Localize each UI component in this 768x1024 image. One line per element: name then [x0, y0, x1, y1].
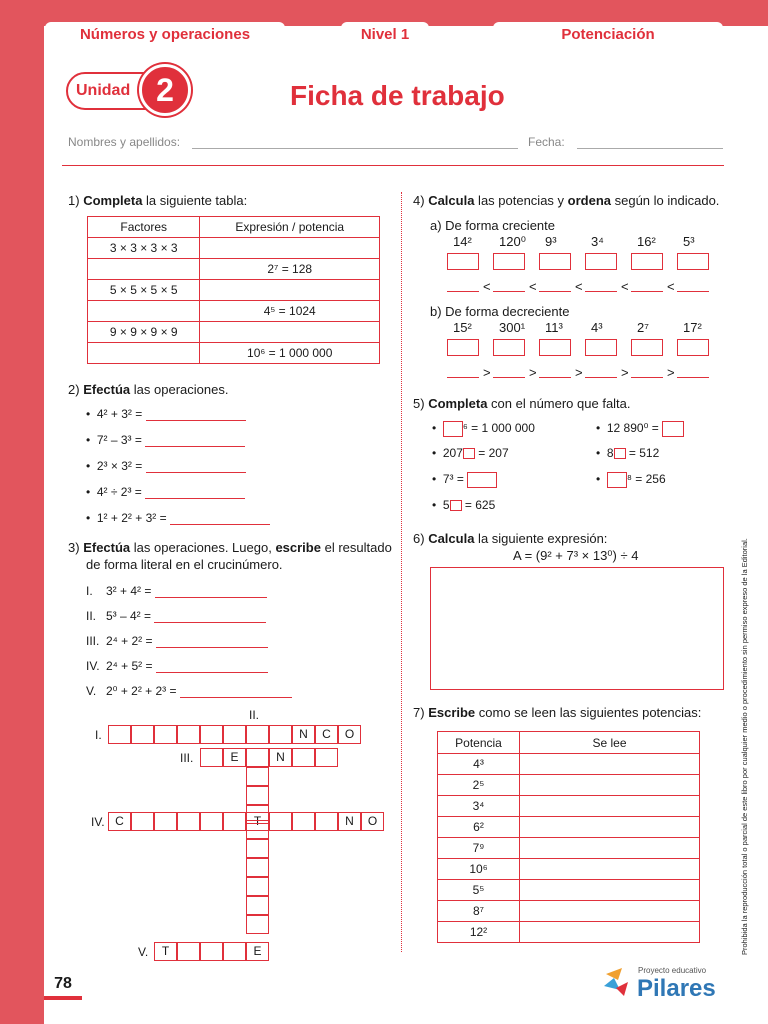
- q4a-power: 5³: [683, 234, 695, 249]
- q4a-result-box[interactable]: [539, 253, 571, 270]
- q1-header: Expresión / potencia: [200, 217, 380, 238]
- q4b-label: b) De forma decreciente: [430, 304, 570, 319]
- crossword-cell[interactable]: [223, 812, 246, 831]
- q7-power: 10⁶: [438, 859, 520, 880]
- crossword-cell[interactable]: [131, 812, 154, 831]
- q4b-order-symbol: >: [667, 365, 675, 380]
- cw-label-III: III.: [180, 751, 194, 765]
- q7-answer-cell[interactable]: [520, 838, 700, 859]
- crossword-cell[interactable]: [246, 748, 269, 767]
- q7-power: 8⁷: [438, 901, 520, 922]
- q4b-order-blank[interactable]: [585, 377, 617, 378]
- q4a-result-box[interactable]: [585, 253, 617, 270]
- cw-label-II: II.: [249, 708, 260, 722]
- crossword-cell[interactable]: N: [292, 725, 315, 744]
- crossword-cell[interactable]: [200, 725, 223, 744]
- q4b-result-box[interactable]: [585, 339, 617, 356]
- crossword-cell[interactable]: [246, 767, 269, 786]
- q3-item: III. 2⁴ + 2² =: [86, 634, 268, 648]
- q4a-order-blank[interactable]: [677, 291, 709, 292]
- q7-answer-cell[interactable]: [520, 817, 700, 838]
- q4b-result-box[interactable]: [677, 339, 709, 356]
- q4a-label: a) De forma creciente: [430, 218, 555, 233]
- q2-item: • 7² – 3³ =: [86, 433, 245, 447]
- q4b-result-box[interactable]: [493, 339, 525, 356]
- q2-item: • 4² + 3² =: [86, 407, 246, 421]
- crossword-cell[interactable]: [246, 820, 269, 839]
- column-divider: [401, 192, 402, 952]
- crossword-cell[interactable]: [177, 812, 200, 831]
- q4a-power: 16²: [637, 234, 656, 249]
- q1-heading: 1) Completa la siguiente tabla:: [68, 193, 248, 208]
- q7-power: 2⁵: [438, 775, 520, 796]
- table-cell: 4⁵ = 1024: [200, 301, 380, 322]
- q3-heading: 3) Efectúa las operaciones. Luego, escribe el resultado: [68, 540, 392, 555]
- q4a-result-box[interactable]: [493, 253, 525, 270]
- crossword-cell[interactable]: [200, 812, 223, 831]
- answer-cell[interactable]: [200, 322, 380, 343]
- q4b-power: 300¹: [499, 320, 526, 335]
- q4b-order-symbol: >: [575, 365, 583, 380]
- tab-nivel: Nivel 1: [341, 22, 429, 46]
- q5-item: • 207 = 207: [432, 446, 509, 460]
- q4a-order-blank[interactable]: [585, 291, 617, 292]
- q3-heading-line2: de forma literal en el crucinúmero.: [86, 557, 283, 572]
- q4a-order-symbol: <: [575, 279, 583, 294]
- q6-answer-box[interactable]: [430, 567, 724, 690]
- q4b-order-symbol: >: [483, 365, 491, 380]
- q4b-result-box[interactable]: [447, 339, 479, 356]
- crossword-cell[interactable]: [154, 812, 177, 831]
- crossword-cell[interactable]: [315, 812, 338, 831]
- q2-item: • 2³ × 3² =: [86, 459, 246, 473]
- q5-item: • 7³ =: [432, 472, 497, 488]
- crossword-cell[interactable]: [200, 748, 223, 767]
- table-cell: 9 × 9 × 9 × 9: [88, 322, 200, 343]
- cw-label-V: V.: [138, 945, 149, 959]
- cw-label-IV: IV.: [91, 815, 105, 829]
- q2-heading: 2) Efectúa las operaciones.: [68, 382, 229, 397]
- q7-power: 12²: [438, 922, 520, 943]
- crossword-cell[interactable]: [315, 748, 338, 767]
- crossword-cell[interactable]: O: [338, 725, 361, 744]
- q3-item: I. 3² + 4² =: [86, 584, 267, 598]
- crossword-cell[interactable]: [177, 942, 200, 961]
- q5-heading: 5) Completa con el número que falta.: [413, 396, 631, 411]
- crossword-cell[interactable]: C: [108, 812, 131, 831]
- crossword-cell[interactable]: [246, 858, 269, 877]
- crossword-cell[interactable]: E: [223, 748, 246, 767]
- q4b-power: 17²: [683, 320, 702, 335]
- q7-table: [437, 731, 700, 943]
- q2-item: • 1² + 2² + 3² =: [86, 511, 270, 525]
- q4b-order-symbol: >: [621, 365, 629, 380]
- q7-power: 5⁵: [438, 880, 520, 901]
- q4b-order-symbol: >: [529, 365, 537, 380]
- q6-expression: A = (9² + 7³ × 13⁰) ÷ 4: [513, 548, 639, 563]
- q7-answer-cell[interactable]: [520, 754, 700, 775]
- q7-answer-cell[interactable]: [520, 901, 700, 922]
- q4b-power: 2⁷: [637, 320, 649, 335]
- q4a-order-symbol: <: [667, 279, 675, 294]
- crossword-cell[interactable]: N: [269, 748, 292, 767]
- q3-item: IV. 2⁴ + 5² =: [86, 659, 268, 673]
- crossword-cell[interactable]: E: [246, 942, 269, 961]
- q4b-result-box[interactable]: [631, 339, 663, 356]
- brand-small: Proyecto educativo: [638, 966, 707, 975]
- crossword-cell[interactable]: [246, 786, 269, 805]
- tab-potenciacion: Potenciación: [493, 22, 723, 46]
- q4b-order-blank[interactable]: [631, 377, 663, 378]
- cw-label-I: I.: [95, 728, 102, 742]
- answer-cell[interactable]: [200, 280, 380, 301]
- q5-item: • 8 = 512: [596, 446, 660, 460]
- crossword-cell[interactable]: T: [154, 942, 177, 961]
- q7-header: Se lee: [520, 732, 700, 754]
- q4a-power: 9³: [545, 234, 557, 249]
- q4b-result-box[interactable]: [539, 339, 571, 356]
- table-cell: 5 × 5 × 5 × 5: [88, 280, 200, 301]
- tab-numeros: Números y operaciones: [45, 22, 285, 46]
- crossword-cell[interactable]: [177, 725, 200, 744]
- q7-power: 3⁴: [438, 796, 520, 817]
- crossword-cell[interactable]: [246, 915, 269, 934]
- crossword-cell[interactable]: C: [315, 725, 338, 744]
- crossword-cell[interactable]: [269, 725, 292, 744]
- unit-number: 2: [139, 64, 191, 116]
- q7-header: Potencia: [438, 732, 520, 754]
- q4a-result-box[interactable]: [447, 253, 479, 270]
- crossword-cell[interactable]: [223, 942, 246, 961]
- q4b-power: 11³: [545, 320, 563, 335]
- unit-label: Unidad: [66, 72, 178, 110]
- q4b-order-blank[interactable]: [447, 377, 479, 378]
- q4a-power: 3⁴: [591, 234, 604, 249]
- pilares-logo-icon: [602, 966, 632, 998]
- q1-table: [87, 216, 380, 364]
- brand: Pilares: [637, 975, 716, 1002]
- table-cell: 10⁶ = 1 000 000: [200, 343, 380, 364]
- crossword-cell[interactable]: [246, 725, 269, 744]
- q4a-order-symbol: <: [529, 279, 537, 294]
- q6-heading: 6) Calcula la siguiente expresión:: [413, 531, 608, 546]
- q7-power: 7⁹: [438, 838, 520, 859]
- q7-answer-cell[interactable]: [520, 775, 700, 796]
- q5-item: • ⁶ = 1 000 000: [432, 421, 535, 436]
- crossword-cell[interactable]: [223, 725, 246, 744]
- q5-item: • 12 890⁰ =: [596, 421, 684, 437]
- q4-heading: 4) Calcula las potencias y ordena según lo indicado.: [413, 193, 720, 208]
- q4a-order-blank[interactable]: [631, 291, 663, 292]
- q4b-order-blank[interactable]: [539, 377, 571, 378]
- crossword-cell[interactable]: [292, 812, 315, 831]
- q4a-order-blank[interactable]: [539, 291, 571, 292]
- q5-item: • ⁸ = 256: [596, 472, 666, 487]
- q4a-order-blank[interactable]: [493, 291, 525, 292]
- name-label: Nombres y apellidos:: [68, 135, 181, 149]
- q7-answer-cell[interactable]: [520, 859, 700, 880]
- page-number: 78: [54, 975, 72, 992]
- answer-cell[interactable]: [88, 259, 200, 280]
- crossword-cell[interactable]: [108, 725, 131, 744]
- q7-power: 4³: [438, 754, 520, 775]
- table-cell: 2⁷ = 128: [200, 259, 380, 280]
- crossword-cell[interactable]: [246, 896, 269, 915]
- crossword-cell[interactable]: [269, 812, 292, 831]
- q4a-power: 14²: [453, 234, 472, 249]
- crossword-cell[interactable]: [154, 725, 177, 744]
- side-band: [0, 0, 44, 1024]
- crossword-cell[interactable]: [246, 877, 269, 896]
- page-title: Ficha de trabajo: [290, 80, 505, 111]
- q3-item: V. 2⁰ + 2² + 2³ =: [86, 684, 292, 698]
- crossword-cell[interactable]: [200, 942, 223, 961]
- q7-power: 6²: [438, 817, 520, 838]
- q7-answer-cell[interactable]: [520, 922, 700, 943]
- answer-cell[interactable]: [88, 301, 200, 322]
- name-line[interactable]: [192, 148, 518, 149]
- crossword-cell[interactable]: T: [246, 812, 269, 831]
- q4a-power: 120⁰: [499, 234, 526, 249]
- q3-item: II. 5³ – 4² =: [86, 609, 266, 623]
- q4b-power: 15²: [453, 320, 472, 335]
- q5-item: • 5 = 625: [432, 498, 496, 512]
- q2-item: • 4² ÷ 2³ =: [86, 485, 245, 499]
- copyright-notice: Prohibida la reproducción total o parcial de este libro por cualquier medio o procedimiento sin permiso expreso de la Editorial.: [740, 538, 749, 955]
- q4a-result-box[interactable]: [677, 253, 709, 270]
- answer-cell[interactable]: [88, 343, 200, 364]
- crossword-cell[interactable]: [131, 725, 154, 744]
- q4a-result-box[interactable]: [631, 253, 663, 270]
- crossword-cell[interactable]: [246, 839, 269, 858]
- crossword-cell[interactable]: [292, 748, 315, 767]
- header-divider: [62, 165, 724, 166]
- page-number-bar: [44, 996, 82, 1000]
- q1-header: Factores: [88, 217, 200, 238]
- q4b-order-blank[interactable]: [493, 377, 525, 378]
- date-label: Fecha:: [528, 135, 565, 149]
- crossword-cell[interactable]: O: [361, 812, 384, 831]
- q4a-order-blank[interactable]: [447, 291, 479, 292]
- q7-answer-cell[interactable]: [520, 880, 700, 901]
- crossword-cell[interactable]: N: [338, 812, 361, 831]
- q4a-order-symbol: <: [483, 279, 491, 294]
- q4b-power: 4³: [591, 320, 603, 335]
- q4b-order-blank[interactable]: [677, 377, 709, 378]
- answer-cell[interactable]: [200, 238, 380, 259]
- q7-heading: 7) Escribe como se leen las siguientes potencias:: [413, 705, 702, 720]
- table-cell: 3 × 3 × 3 × 3: [88, 238, 200, 259]
- date-line[interactable]: [577, 148, 723, 149]
- q4a-order-symbol: <: [621, 279, 629, 294]
- q7-answer-cell[interactable]: [520, 796, 700, 817]
